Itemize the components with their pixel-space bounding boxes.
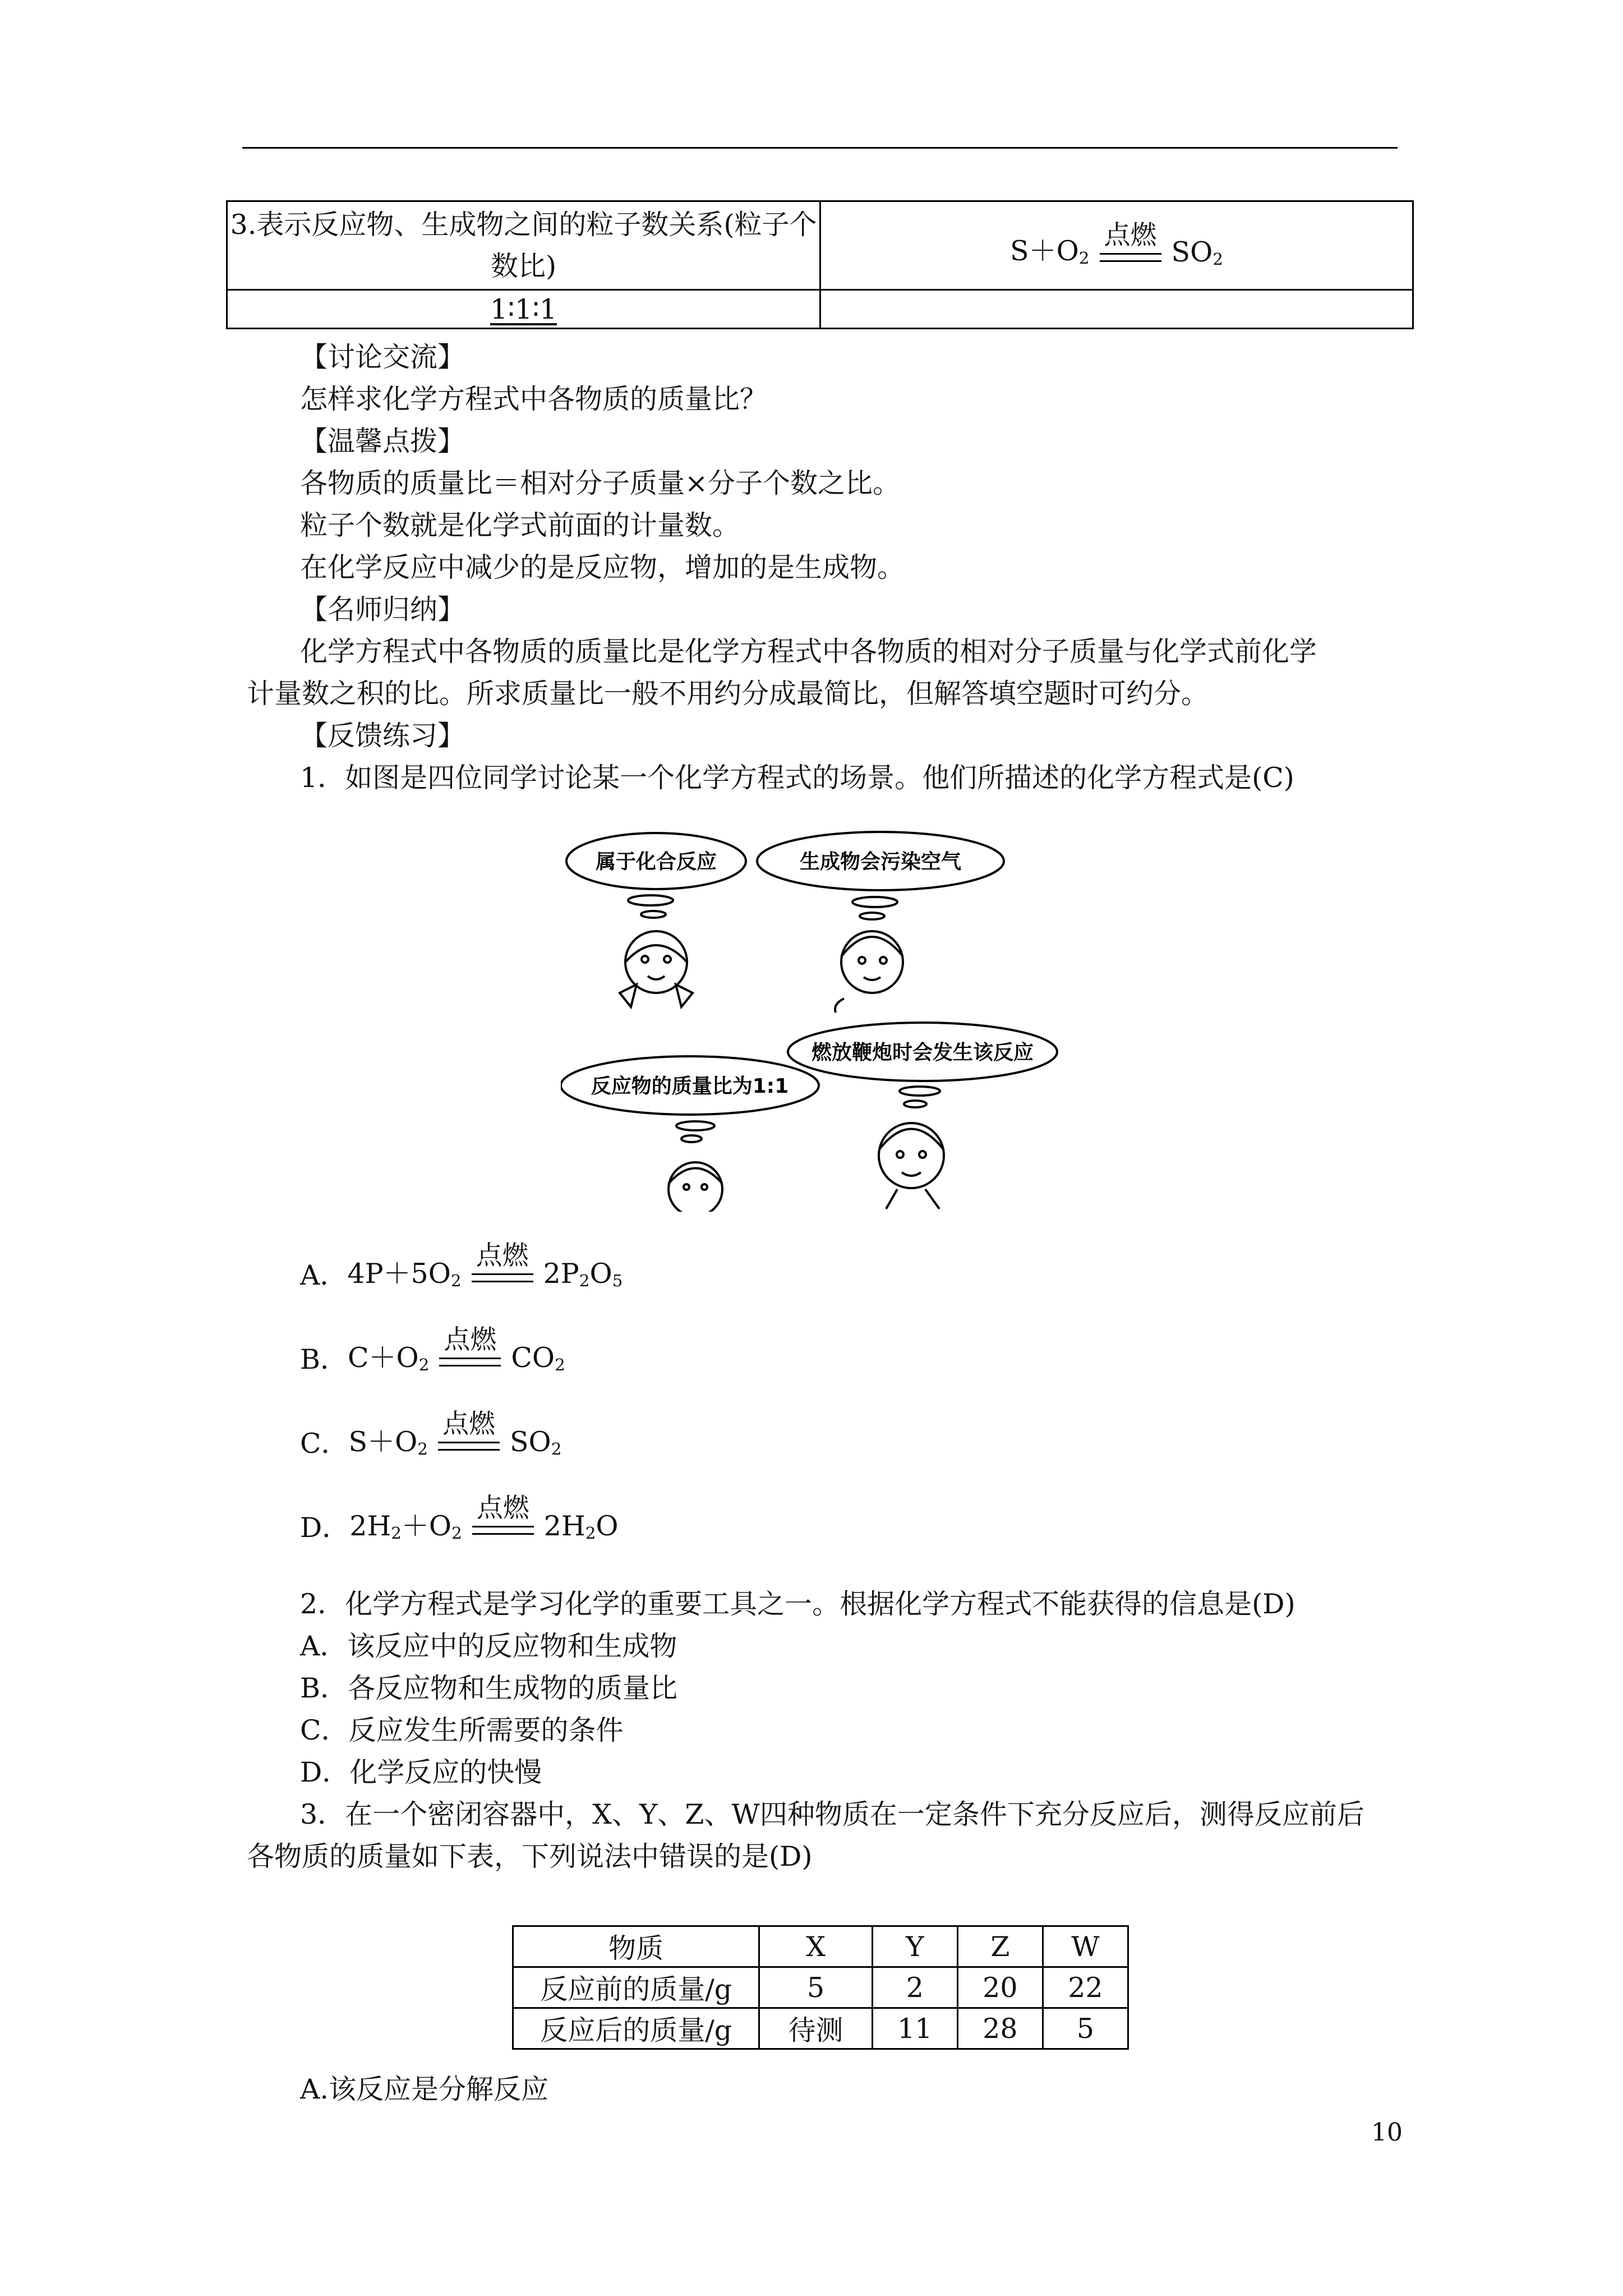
- table-cell: 22: [1043, 1967, 1128, 2008]
- particle-ratio-cell: 3.表示反应物、生成物之间的粒子数关系(粒子个数比): [227, 201, 820, 290]
- tip-line: 粒子个数就是化学式前面的计量数。: [300, 509, 740, 541]
- equation-s-o2: $S+O_2$ 点燃 $SO_2$: [1010, 220, 1223, 269]
- summary-line: 化学方程式中各物质的质量比是化学方程式中各物质的相对分子质量与化学式前化学: [300, 636, 1317, 668]
- option-b: B． $C+O_2$ 点燃 $CO_2$: [300, 1324, 565, 1375]
- table-header: X: [759, 1926, 872, 1967]
- discussion-header: 【讨论交流】: [300, 341, 465, 373]
- table-row: [513, 1967, 1128, 2008]
- students-discussion-illustration: [561, 830, 1127, 1212]
- option-d: D． $2H_2+O_2$ 点燃 $2H_2O$: [300, 1493, 619, 1544]
- discussion-question: 怎样求化学方程式中各物质的质量比？: [300, 383, 768, 415]
- table-row: [513, 2008, 1128, 2049]
- table-cell: 2: [872, 1967, 957, 2008]
- table-header: W: [1043, 1926, 1128, 1967]
- q2-option: C．反应发生所需要的条件: [300, 1714, 624, 1746]
- table-header-row: [513, 1926, 1128, 1967]
- option-c: C． $S+O_2$ 点燃 $SO_2$: [300, 1409, 562, 1460]
- bubble-text: 生成物会污染空气: [799, 850, 962, 873]
- question-3-stem: 3．在一个密闭容器中，X、Y、Z、W四种物质在一定条件下充分反应后，测得反应前后: [300, 1798, 1364, 1830]
- bubble-text: 属于化合反应: [595, 850, 717, 873]
- table-cell: 28: [957, 2008, 1043, 2049]
- question-2-stem: 2．化学方程式是学习化学的重要工具之一。根据化学方程式不能获得的信息是(D): [300, 1588, 1295, 1620]
- bubble-text: 反应物的质量比为1:1: [591, 1075, 789, 1098]
- table-cell: 20: [957, 1967, 1043, 2008]
- summary-line: 计量数之积的比。所求质量比一般不用约分成最简比，但解答填空题时可约分。: [247, 678, 1209, 710]
- table-cell: 5: [1043, 2008, 1128, 2049]
- mass-table: [512, 1925, 1129, 2050]
- q2-option: A．该反应中的反应物和生成物: [300, 1630, 677, 1662]
- tip-line: 在化学反应中减少的是反应物，增加的是生成物。: [300, 551, 905, 583]
- table-cell: 反应前的质量/g: [513, 1967, 759, 2008]
- ratio-answer-cell: 1∶1∶1: [227, 290, 820, 329]
- table-cell: 11: [872, 2008, 957, 2049]
- question-1-stem: 1．如图是四位同学讨论某一个化学方程式的场景。他们所描述的化学方程式是(C): [300, 762, 1294, 794]
- practice-header: 【反馈练习】: [300, 720, 465, 752]
- table-cell: 反应后的质量/g: [513, 2008, 759, 2049]
- header-rule: [242, 147, 1398, 149]
- table-header: 物质: [513, 1926, 759, 1967]
- table-header: Z: [957, 1926, 1043, 1967]
- tip-line: 各物质的质量比＝相对分子质量×分子个数之比。: [300, 467, 901, 499]
- summary-header: 【名师归纳】: [300, 593, 465, 625]
- question-3-stem-cont: 各物质的质量如下表，下列说法中错误的是(D): [247, 1841, 813, 1872]
- option-a: A． $4P+5O_2$ 点燃 $2P_2O_5$: [300, 1240, 623, 1291]
- properties-table: [226, 200, 1414, 329]
- table-cell: 待测: [759, 2008, 872, 2049]
- table-header: Y: [872, 1926, 957, 1967]
- table-cell: 5: [759, 1967, 872, 2008]
- q2-option: B．各反应物和生成物的质量比: [300, 1672, 678, 1704]
- page-number: 10: [1371, 2118, 1403, 2147]
- q3-option-a: A.该反应是分解反应: [300, 2073, 548, 2105]
- q2-option: D．化学反应的快慢: [300, 1756, 542, 1788]
- bubble-text: 燃放鞭炮时会发生该反应: [811, 1041, 1034, 1064]
- empty-cell: [820, 290, 1413, 329]
- equation-cell: [820, 201, 1413, 290]
- tips-header: 【温馨点拨】: [300, 425, 465, 457]
